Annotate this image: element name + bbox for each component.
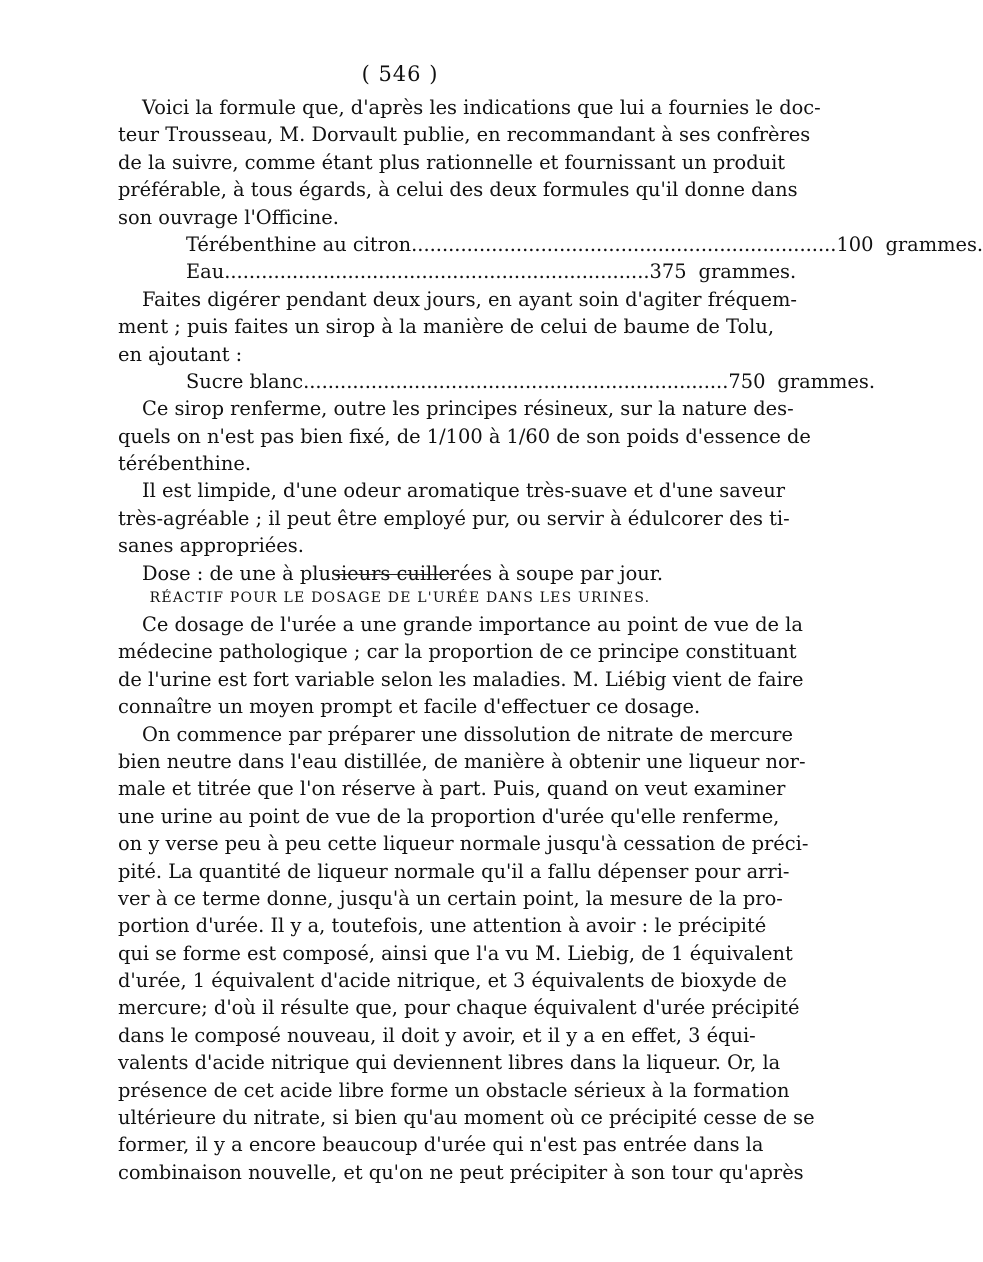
leader-dots: ..................................................................... xyxy=(411,232,837,256)
text-line: pité. La quantité de liqueur normale qu'il a fallu dépenser pour arri- xyxy=(118,859,790,883)
text-line: médecine pathologique ; car la proportion de ce principe constituant xyxy=(118,640,797,664)
section-divider xyxy=(335,574,453,575)
text-line: valents d'acide nitrique qui deviennent libres dans la liqueur. Or, la xyxy=(118,1051,781,1075)
text-line: on y verse peu à peu cette liqueur normale jusqu'à cessation de préci- xyxy=(118,832,809,856)
recipe-qty: 750 xyxy=(728,369,766,393)
text-line: Ce sirop renferme, outre les principes résineux, sur la nature des- xyxy=(142,397,794,421)
recipe-line xyxy=(118,231,983,258)
text-line: Il est limpide, d'une odeur aromatique très-suave et d'une saveur xyxy=(142,479,785,503)
text-line: former, il y a encore beaucoup d'urée qui n'est pas entrée dans la xyxy=(118,1133,764,1157)
recipe-line xyxy=(118,258,797,285)
text-line: Dose : de une à plusieurs cuillerées à soupe par jour. xyxy=(142,561,664,585)
text-line: ultérieure du nitrate, si bien qu'au moment où ce précipité cesse de se xyxy=(118,1106,815,1130)
text-line: Voici la formule que, d'après les indications que lui a fournies le doc- xyxy=(142,96,821,119)
recipe-unit: grammes. xyxy=(885,232,983,256)
leader-dots: ..................................................................... xyxy=(303,369,729,393)
section-title: RÉACTIF POUR LE DOSAGE DE L'URÉE DANS LES URINES. xyxy=(149,590,651,606)
leader-dots: ..................................................................... xyxy=(224,260,650,284)
text-line: male et titrée que l'on réserve à part. Puis, quand on veut examiner xyxy=(118,777,786,801)
recipe-qty: 375 xyxy=(649,260,687,284)
text-line: mercure; d'où il résulte que, pour chaque équivalent d'urée précipité xyxy=(118,996,800,1020)
text-line: ver à ce terme donne, jusqu'à un certain point, la mesure de la pro- xyxy=(118,886,783,910)
upper-text xyxy=(118,94,983,587)
lower-text xyxy=(118,611,815,1186)
text-line: dans le composé nouveau, il doit y avoir, et il y a en effet, 3 équi- xyxy=(118,1023,756,1047)
recipe-item: Térébenthine au citron xyxy=(186,232,412,256)
text-line: qui se forme est composé, ainsi que l'a vu M. Liebig, de 1 équivalent xyxy=(118,941,793,965)
text-line: de la suivre, comme étant plus rationnelle et fournissant un produit xyxy=(118,150,786,174)
text-line: Faites digérer pendant deux jours, en ayant soin d'agiter fréquem- xyxy=(142,287,797,311)
text-line: en ajoutant : xyxy=(118,342,243,366)
text-line: On commence par préparer une dissolution de nitrate de mercure xyxy=(142,722,793,746)
recipe-unit: grammes. xyxy=(698,260,797,284)
text-line: sanes appropriées. xyxy=(118,534,304,558)
text-line: bien neutre dans l'eau distillée, de manière à obtenir une liqueur nor- xyxy=(118,749,806,773)
text-line: Ce dosage de l'urée a une grande importance au point de vue de la xyxy=(142,613,803,636)
text-line: une urine au point de vue de la proportion d'urée qu'elle renferme, xyxy=(118,804,780,828)
text-line: d'urée, 1 équivalent d'acide nitrique, et 3 équivalents de bioxyde de xyxy=(118,969,787,993)
recipe-unit: grammes. xyxy=(777,369,876,393)
text-line: ment ; puis faites un sirop à la manière de celui de baume de Tolu, xyxy=(118,315,775,339)
recipe-item: Sucre blanc xyxy=(186,369,304,393)
text-line: son ouvrage l'Officine. xyxy=(118,205,339,229)
recipe-item: Eau xyxy=(186,260,225,284)
text-line: préférable, à tous égards, à celui des deux formules qu'il donne dans xyxy=(118,178,798,202)
text-line: de l'urine est fort variable selon les maladies. M. Liébig vient de faire xyxy=(118,667,804,691)
text-line: présence de cet acide libre forme un obstacle sérieux à la formation xyxy=(118,1078,790,1102)
text-line: quels on n'est pas bien fixé, de 1/100 à 1/60 de son poids d'essence de xyxy=(118,424,811,448)
recipe-line xyxy=(118,368,876,395)
page-number: ( 546 ) xyxy=(361,62,439,86)
text-line: teur Trousseau, M. Dorvault publie, en recommandant à ses confrères xyxy=(118,123,811,147)
text-line: térébenthine. xyxy=(118,452,251,476)
text-line: combinaison nouvelle, et qu'on ne peut précipiter à son tour qu'après xyxy=(118,1160,804,1184)
text-line: très-agréable ; il peut être employé pur, ou servir à édulcorer des ti- xyxy=(118,506,790,530)
text-line: connaître un moyen prompt et facile d'effectuer ce dosage. xyxy=(118,695,701,719)
text-line: portion d'urée. Il y a, toutefois, une attention à avoir : le précipité xyxy=(118,914,767,938)
recipe-qty: 100 xyxy=(836,232,874,256)
